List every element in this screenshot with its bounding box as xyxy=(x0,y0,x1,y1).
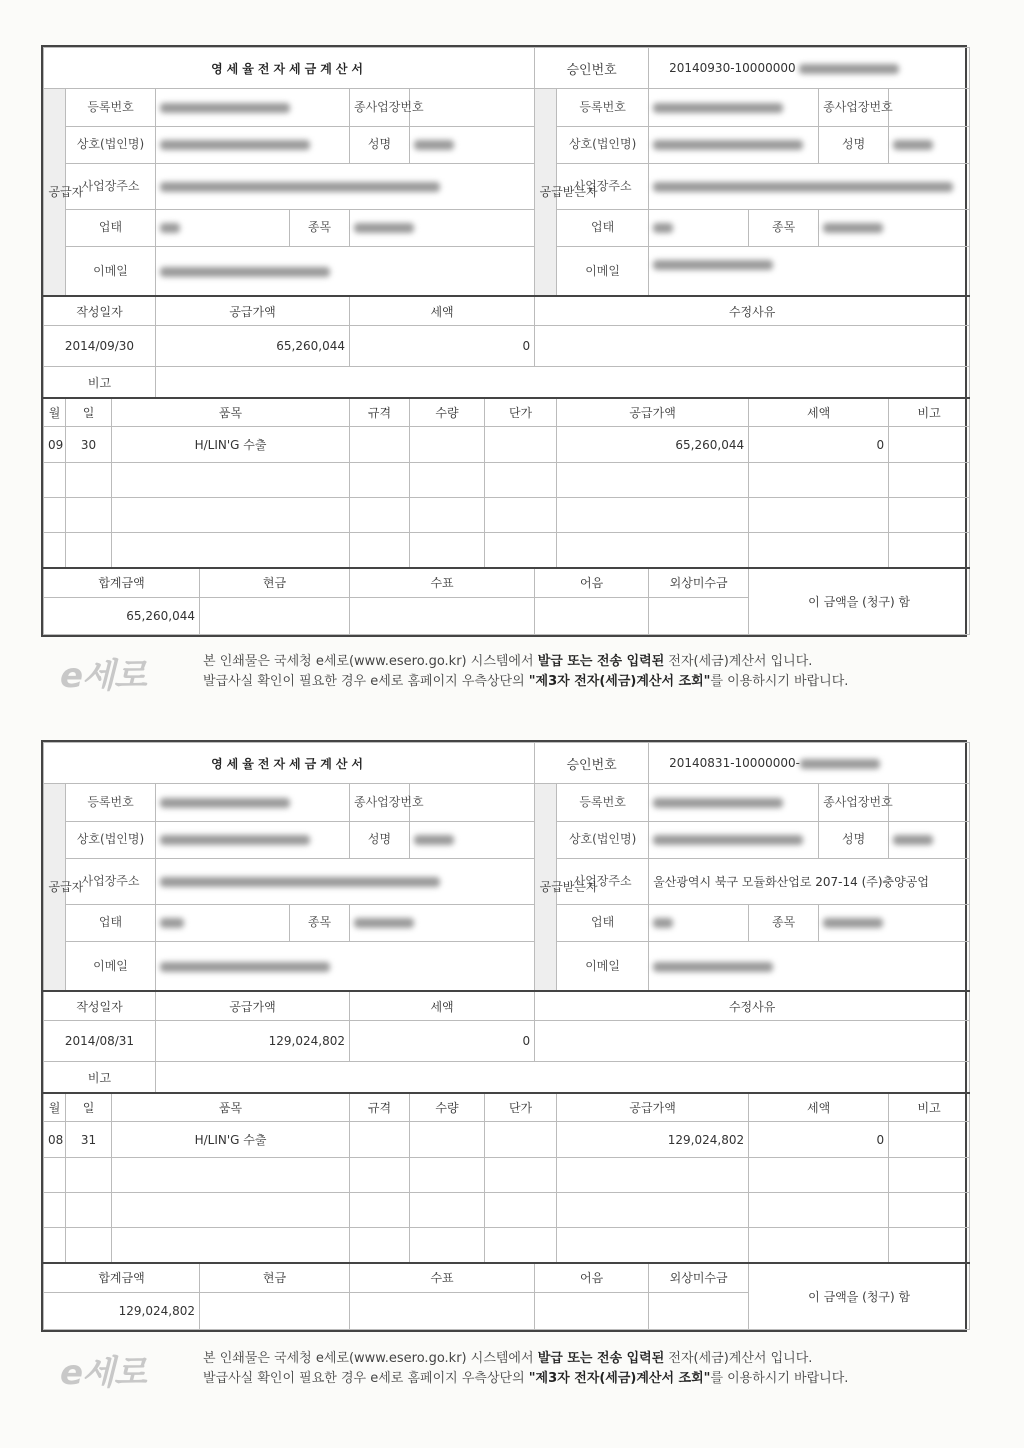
buyer-reg-value xyxy=(649,89,819,126)
buyer-name-label: 성명 xyxy=(819,126,889,163)
supplier-branch-value xyxy=(410,784,535,821)
buyer-name-value xyxy=(889,126,970,163)
supplier-email-value xyxy=(156,942,535,992)
supplier-branch-label: 종사업장번호 xyxy=(350,784,410,821)
supplier-business-type-value xyxy=(156,209,290,246)
buyer-branch-label: 종사업장번호 xyxy=(819,89,889,126)
item-tax-header: 세액 xyxy=(749,398,889,427)
tax-amount-value: 0 xyxy=(350,325,535,366)
item-qty xyxy=(410,427,485,462)
invoice-form xyxy=(41,45,967,637)
note-value xyxy=(535,1292,649,1329)
remarks-value xyxy=(156,1062,970,1093)
buyer-company-value xyxy=(649,126,819,163)
reason-value xyxy=(535,1020,970,1061)
buyer-address-label: 사업장주소 xyxy=(557,164,649,210)
buyer-company-value xyxy=(649,821,819,858)
item-tax-header: 세액 xyxy=(749,1093,889,1122)
item-remark xyxy=(889,1122,970,1157)
remarks-label: 비고 xyxy=(44,1062,156,1093)
buyer-item-type-label: 종목 xyxy=(749,209,819,246)
item-supply-header: 공급가액 xyxy=(557,398,749,427)
form-title: 영세율전자세금계산서 xyxy=(44,48,535,89)
footer xyxy=(60,1345,960,1405)
table-row xyxy=(44,1122,970,1157)
buyer-item-type-value xyxy=(819,904,970,941)
check-header: 수표 xyxy=(350,568,535,597)
buyer-email-value xyxy=(649,942,970,992)
supplier-address-value xyxy=(156,859,535,905)
note-header: 어음 xyxy=(535,1263,649,1292)
buyer-company-label: 상호(법인명) xyxy=(557,126,649,163)
item-day: 31 xyxy=(66,1122,112,1157)
supplier-reg-value xyxy=(156,89,350,126)
supplier-item-type-label: 종목 xyxy=(290,904,350,941)
approval-label: 승인번호 xyxy=(535,743,649,784)
buyer-email-label: 이메일 xyxy=(557,942,649,992)
approval-number: 20140831-10000000- xyxy=(649,743,970,784)
buyer-reg-label: 등록번호 xyxy=(557,89,649,126)
buyer-branch-label: 종사업장번호 xyxy=(819,784,889,821)
day-header: 일 xyxy=(66,1093,112,1122)
item-supply-header: 공급가액 xyxy=(557,1093,749,1122)
tax-header: 세액 xyxy=(350,296,535,325)
supplier-email-label: 이메일 xyxy=(66,942,156,992)
esero-logo: e세로 xyxy=(60,1353,146,1393)
total-amount: 65,260,044 xyxy=(44,597,200,634)
supplier-item-type-label: 종목 xyxy=(290,209,350,246)
reason-value xyxy=(535,325,970,366)
buyer-item-type-label: 종목 xyxy=(749,904,819,941)
reason-header: 수정사유 xyxy=(535,296,970,325)
unit-price-header: 단가 xyxy=(485,1093,557,1122)
tax-amount-value: 0 xyxy=(350,1020,535,1061)
supplier-business-type-label: 업태 xyxy=(66,904,156,941)
unit-price-header: 단가 xyxy=(485,398,557,427)
footer-line-1: 본 인쇄물은 국세청 e세로(www.esero.go.kr) 시스템에서 발급 또는 전송 입력된 전자(세금)계산서 입니다. xyxy=(203,1351,813,1366)
supplier-name-value xyxy=(410,126,535,163)
table-row xyxy=(44,1228,970,1263)
supplier-name-value xyxy=(410,821,535,858)
item-unit-price xyxy=(485,1122,557,1157)
supplier-address-label: 사업장주소 xyxy=(66,859,156,905)
credit-value xyxy=(649,597,749,634)
supplier-item-type-value xyxy=(350,904,535,941)
supplier-item-type-value xyxy=(350,209,535,246)
cash-header: 현금 xyxy=(200,1263,350,1292)
footer-line-1: 본 인쇄물은 국세청 e세로(www.esero.go.kr) 시스템에서 발급 또는 전송 입력된 전자(세금)계산서 입니다. xyxy=(203,654,813,669)
supplier-branch-label: 종사업장번호 xyxy=(350,89,410,126)
buyer-address-value: 울산광역시 북구 모듈화산업로 207-14 (주)충양공업 xyxy=(649,859,970,905)
credit-header: 외상미수금 xyxy=(649,568,749,597)
spec-header: 규격 xyxy=(350,1093,410,1122)
footer xyxy=(60,648,960,708)
buyer-company-label: 상호(법인명) xyxy=(557,821,649,858)
supply-amount-value: 129,024,802 xyxy=(156,1020,350,1061)
item-day: 30 xyxy=(66,427,112,462)
date-value: 2014/08/31 xyxy=(44,1020,156,1061)
buyer-item-type-value xyxy=(819,209,970,246)
supplier-reg-label: 등록번호 xyxy=(66,784,156,821)
table-row xyxy=(44,1192,970,1227)
cash-header: 현금 xyxy=(200,568,350,597)
item-name-header: 품목 xyxy=(112,398,350,427)
item-month: 08 xyxy=(44,1122,66,1157)
item-name-header: 품목 xyxy=(112,1093,350,1122)
buyer-business-type-label: 업태 xyxy=(557,904,649,941)
item-name: H/LIN'G 수출 xyxy=(112,1122,350,1157)
qty-header: 수량 xyxy=(410,1093,485,1122)
esero-logo: e세로 xyxy=(60,656,146,696)
table-row xyxy=(44,462,970,497)
credit-header: 외상미수금 xyxy=(649,1263,749,1292)
claim-text: 이 금액을 (청구) 함 xyxy=(749,1263,970,1330)
buyer-side-label: 공급받는자 xyxy=(535,89,557,296)
reason-header: 수정사유 xyxy=(535,991,970,1020)
supplier-business-type-value xyxy=(156,904,290,941)
supplier-address-label: 사업장주소 xyxy=(66,164,156,210)
day-header: 일 xyxy=(66,398,112,427)
check-header: 수표 xyxy=(350,1263,535,1292)
supplier-reg-value xyxy=(156,784,350,821)
buyer-business-type-label: 업태 xyxy=(557,209,649,246)
supplier-name-label: 성명 xyxy=(350,821,410,858)
item-qty xyxy=(410,1122,485,1157)
buyer-business-type-value xyxy=(649,904,749,941)
supplier-side-label: 공급자 xyxy=(44,784,66,991)
footer-line-2: 발급사실 확인이 필요한 경우 e세로 홈페이지 우측상단의 "제3자 전자(세금)계산서 조회"를 이용하시기 바랍니다. xyxy=(203,1371,849,1386)
table-row xyxy=(44,497,970,532)
cash-value xyxy=(200,1292,350,1329)
date-header: 작성일자 xyxy=(44,991,156,1020)
supplier-email-value xyxy=(156,247,535,297)
buyer-email-value xyxy=(649,247,970,297)
claim-text: 이 금액을 (청구) 함 xyxy=(749,568,970,635)
supplier-company-value xyxy=(156,126,350,163)
buyer-business-type-value xyxy=(649,209,749,246)
check-value xyxy=(350,597,535,634)
note-value xyxy=(535,597,649,634)
spec-header: 규격 xyxy=(350,398,410,427)
item-tax: 0 xyxy=(749,1122,889,1157)
item-spec xyxy=(350,427,410,462)
total-header: 합계금액 xyxy=(44,1263,200,1292)
footer-line-2: 발급사실 확인이 필요한 경우 e세로 홈페이지 우측상단의 "제3자 전자(세금)계산서 조회"를 이용하시기 바랍니다. xyxy=(203,674,849,689)
buyer-name-value xyxy=(889,821,970,858)
item-remark-header: 비고 xyxy=(889,398,970,427)
month-header: 월 xyxy=(44,398,66,427)
item-remark-header: 비고 xyxy=(889,1093,970,1122)
supply-amount-value: 65,260,044 xyxy=(156,325,350,366)
date-value: 2014/09/30 xyxy=(44,325,156,366)
supply-header: 공급가액 xyxy=(156,296,350,325)
buyer-reg-label: 등록번호 xyxy=(557,784,649,821)
cash-value xyxy=(200,597,350,634)
buyer-side-label: 공급받는자 xyxy=(535,784,557,991)
buyer-address-value xyxy=(649,164,970,210)
qty-header: 수량 xyxy=(410,398,485,427)
month-header: 월 xyxy=(44,1093,66,1122)
total-amount: 129,024,802 xyxy=(44,1292,200,1329)
buyer-email-label: 이메일 xyxy=(557,247,649,297)
note-header: 어음 xyxy=(535,568,649,597)
supply-header: 공급가액 xyxy=(156,991,350,1020)
remarks-label: 비고 xyxy=(44,367,156,398)
supplier-branch-value xyxy=(410,89,535,126)
form-title: 영세율전자세금계산서 xyxy=(44,743,535,784)
supplier-company-value xyxy=(156,821,350,858)
supplier-reg-label: 등록번호 xyxy=(66,89,156,126)
table-row xyxy=(44,533,970,568)
check-value xyxy=(350,1292,535,1329)
item-name: H/LIN'G 수출 xyxy=(112,427,350,462)
supplier-side-label: 공급자 xyxy=(44,89,66,296)
buyer-address-label: 사업장주소 xyxy=(557,859,649,905)
buyer-name-label: 성명 xyxy=(819,821,889,858)
supplier-name-label: 성명 xyxy=(350,126,410,163)
buyer-reg-value xyxy=(649,784,819,821)
approval-label: 승인번호 xyxy=(535,48,649,89)
table-row xyxy=(44,1157,970,1192)
approval-number: 20140930-10000000 xyxy=(649,48,970,89)
date-header: 작성일자 xyxy=(44,296,156,325)
item-month: 09 xyxy=(44,427,66,462)
supplier-company-label: 상호(법인명) xyxy=(66,126,156,163)
buyer-branch-value xyxy=(889,89,970,126)
supplier-company-label: 상호(법인명) xyxy=(66,821,156,858)
invoice-form xyxy=(41,740,967,1332)
supplier-business-type-label: 업태 xyxy=(66,209,156,246)
item-remark xyxy=(889,427,970,462)
total-header: 합계금액 xyxy=(44,568,200,597)
buyer-branch-value xyxy=(889,784,970,821)
item-unit-price xyxy=(485,427,557,462)
item-tax: 0 xyxy=(749,427,889,462)
item-spec xyxy=(350,1122,410,1157)
tax-header: 세액 xyxy=(350,991,535,1020)
remarks-value xyxy=(156,367,970,398)
table-row xyxy=(44,427,970,462)
supplier-address-value xyxy=(156,164,535,210)
supplier-email-label: 이메일 xyxy=(66,247,156,297)
item-supply: 129,024,802 xyxy=(557,1122,749,1157)
credit-value xyxy=(649,1292,749,1329)
item-supply: 65,260,044 xyxy=(557,427,749,462)
